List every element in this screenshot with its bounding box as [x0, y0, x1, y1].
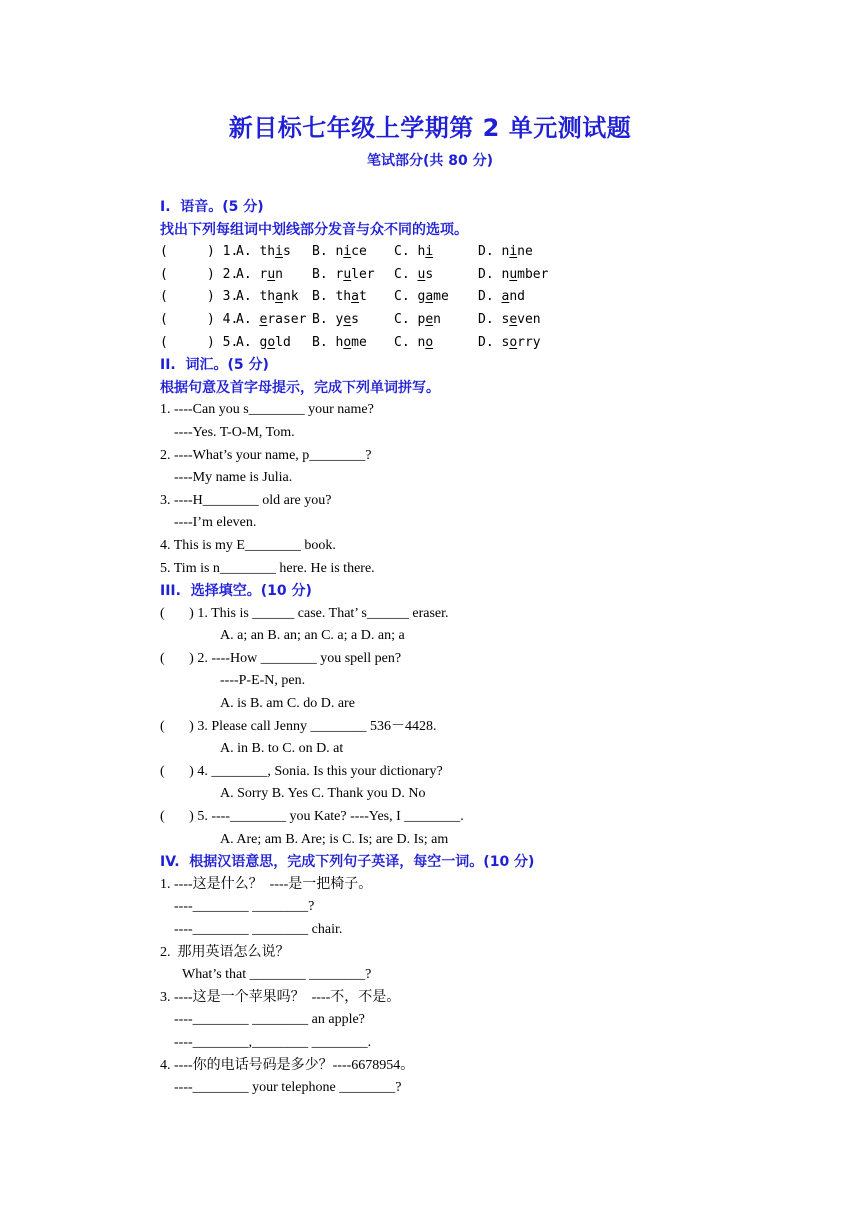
choice-extra: ----P-E-N, pen. [220, 673, 306, 689]
word-part: s [425, 266, 434, 282]
choice-options: A. Are; am B. Are; is C. Is; are D. Is; am [220, 831, 449, 847]
word-part: ven [517, 311, 541, 327]
word-part: ler [351, 266, 375, 282]
word-part: C. n [394, 334, 426, 350]
question-number: ( ) 5. [160, 334, 239, 350]
translation-line: 4. ----你的电话号码是多少？----6678954。 [160, 1057, 415, 1073]
section-instruction-phonetics: 找出下列每组词中划线部分发音与众不同的选项。 [160, 221, 468, 238]
underlined-letters: a [351, 289, 359, 305]
translation-line: ----________ ________ an apple? [174, 1012, 365, 1028]
translation-line: 3. ----这是一个苹果吗？ ----不，不是。 [160, 989, 401, 1005]
option-b [312, 241, 394, 264]
word-part: rry [517, 334, 541, 350]
word-part: t [358, 289, 367, 305]
option-d [478, 309, 541, 332]
vocab-line: 4. This is my E________ book. [160, 537, 336, 553]
word-part: ne [517, 244, 533, 260]
phonetics-question [160, 264, 760, 287]
word-part: nk [282, 289, 299, 305]
option-c [394, 286, 478, 309]
word-part: ce [351, 244, 367, 260]
choice-options: A. is B. am C. do D. are [220, 696, 355, 712]
section-heading-phonetics: I. 语音。(5 分) [160, 199, 264, 215]
option-b [312, 309, 394, 332]
option-b [312, 332, 394, 355]
word-part: D. n [478, 266, 510, 282]
vocab-line: ----My name is Julia. [174, 470, 293, 486]
underlined-letters: a [275, 289, 283, 305]
translation-line: 2. 那用英语怎么说？ [160, 944, 290, 960]
choice-question: ( ) 5. ----________ you Kate? ----Yes, I ________. [160, 809, 464, 825]
translation-line: What’s that ________ ________? [182, 967, 372, 983]
underlined-letters: i [275, 244, 283, 260]
option-b [312, 286, 394, 309]
word-part: A. [236, 311, 260, 327]
underlined-letters: e [343, 311, 352, 327]
word-part: D. [478, 289, 502, 305]
underlined-letters: u [267, 266, 276, 282]
option-c [394, 332, 478, 355]
vocab-line: 2. ----What’s your name, p________? [160, 447, 372, 463]
word-part: C. [394, 266, 418, 282]
option-c [394, 241, 478, 264]
word-part: s [282, 244, 291, 260]
underlined-letters: e [509, 311, 518, 327]
underlined-letters: i [425, 244, 434, 260]
translation-line: 1. ----这是什么？ ----是一把椅子。 [160, 876, 373, 892]
underlined-letters: i [509, 244, 518, 260]
word-part: A. g [236, 334, 268, 350]
option-a [236, 286, 312, 309]
section-heading-choice: III. 选择填空。(10 分) [160, 583, 312, 600]
word-part: n [433, 311, 441, 327]
option-b [312, 264, 394, 287]
translation-line: ----________,________ ________. [174, 1034, 372, 1050]
option-a [236, 241, 312, 264]
option-d [478, 286, 525, 309]
option-a [236, 309, 312, 332]
phonetics-question [160, 286, 760, 309]
translation-line: ----________ your telephone ________? [174, 1080, 402, 1096]
section-instruction-vocabulary: 根据句意及首字母提示，完成下列单词拼写。 [160, 379, 440, 396]
word-part: nd [509, 289, 525, 305]
vocab-line: ----I’m eleven. [174, 515, 257, 531]
choice-options: A. Sorry B. Yes C. Thank you D. No [220, 786, 426, 802]
underlined-letters: e [259, 311, 268, 327]
word-part: A. th [236, 244, 276, 260]
word-part: me [351, 334, 367, 350]
word-part: A. th [236, 289, 276, 305]
option-c [394, 309, 478, 332]
section-heading-translation: IV. 根据汉语意思，完成下列句子英译，每空一词。(10 分) [160, 854, 535, 871]
section-heading-vocabulary: II. 词汇。(5 分) [160, 357, 269, 374]
phonetics-question [160, 241, 760, 264]
word-part: ld [275, 334, 291, 350]
question-number: ( ) 1. [160, 244, 239, 260]
word-part: C. h [394, 244, 426, 260]
phonetics-question [160, 332, 760, 355]
underlined-letters: i [343, 244, 352, 260]
choice-question: ( ) 1. This is ______ case. That’ s______ eraser. [160, 605, 449, 621]
word-part: C. g [394, 289, 426, 305]
word-part: B. r [312, 266, 344, 282]
underlined-letters: o [509, 334, 518, 350]
word-part: me [433, 289, 449, 305]
question-number: ( ) 3. [160, 289, 239, 305]
underlined-letters: u [509, 266, 518, 282]
choice-question: ( ) 4. ________, Sonia. Is this your dictionary? [160, 763, 443, 779]
choice-question: ( ) 3. Please call Jenny ________ 536－4428. [160, 718, 437, 734]
choice-options: A. in B. to C. on D. at [220, 741, 344, 757]
underlined-letters: a [425, 289, 434, 305]
underlined-letters: o [343, 334, 352, 350]
word-part: D. s [478, 311, 510, 327]
underlined-letters: a [501, 289, 510, 305]
word-part: B. y [312, 311, 344, 327]
question-number: ( ) 2. [160, 266, 239, 282]
page-subtitle: 笔试部分(共 80 分) [366, 153, 494, 169]
vocab-line: 5. Tim is n________ here. He is there. [160, 560, 375, 576]
word-part: mber [517, 266, 549, 282]
phonetics-question [160, 309, 760, 332]
underlined-letters: e [425, 311, 434, 327]
vocab-line: 3. ----H________ old are you? [160, 492, 332, 508]
underlined-letters: u [417, 266, 426, 282]
word-part: raser [267, 311, 307, 327]
word-part: B. th [312, 289, 352, 305]
underlined-letters: o [425, 334, 434, 350]
word-part: B. h [312, 334, 344, 350]
underlined-letters: u [343, 266, 352, 282]
option-a [236, 264, 312, 287]
word-part: C. p [394, 311, 426, 327]
word-part: D. s [478, 334, 510, 350]
vocab-line: ----Yes. T-O-M, Tom. [174, 424, 295, 440]
word-part: B. n [312, 244, 344, 260]
choice-options: A. a; an B. an; an C. a; a D. an; a [220, 628, 405, 644]
translation-line: ----________ ________? [174, 899, 315, 915]
choice-question: ( ) 2. ----How ________ you spell pen? [160, 650, 402, 666]
option-d [478, 241, 533, 264]
option-d [478, 264, 548, 287]
vocab-line: 1. ----Can you s________ your name? [160, 402, 374, 418]
word-part: s [351, 311, 359, 327]
phonetics-question-list [160, 241, 760, 354]
word-part: D. n [478, 244, 510, 260]
option-c [394, 264, 478, 287]
option-a [236, 332, 312, 355]
underlined-letters: o [267, 334, 276, 350]
translation-line: ----________ ________ chair. [174, 922, 343, 937]
word-part: n [275, 266, 283, 282]
option-d [478, 332, 541, 355]
question-number: ( ) 4. [160, 311, 239, 327]
page-title: 新目标七年级上学期第 2 单元测试题 [228, 114, 632, 142]
word-part: A. r [236, 266, 268, 282]
test-content [160, 196, 760, 1100]
